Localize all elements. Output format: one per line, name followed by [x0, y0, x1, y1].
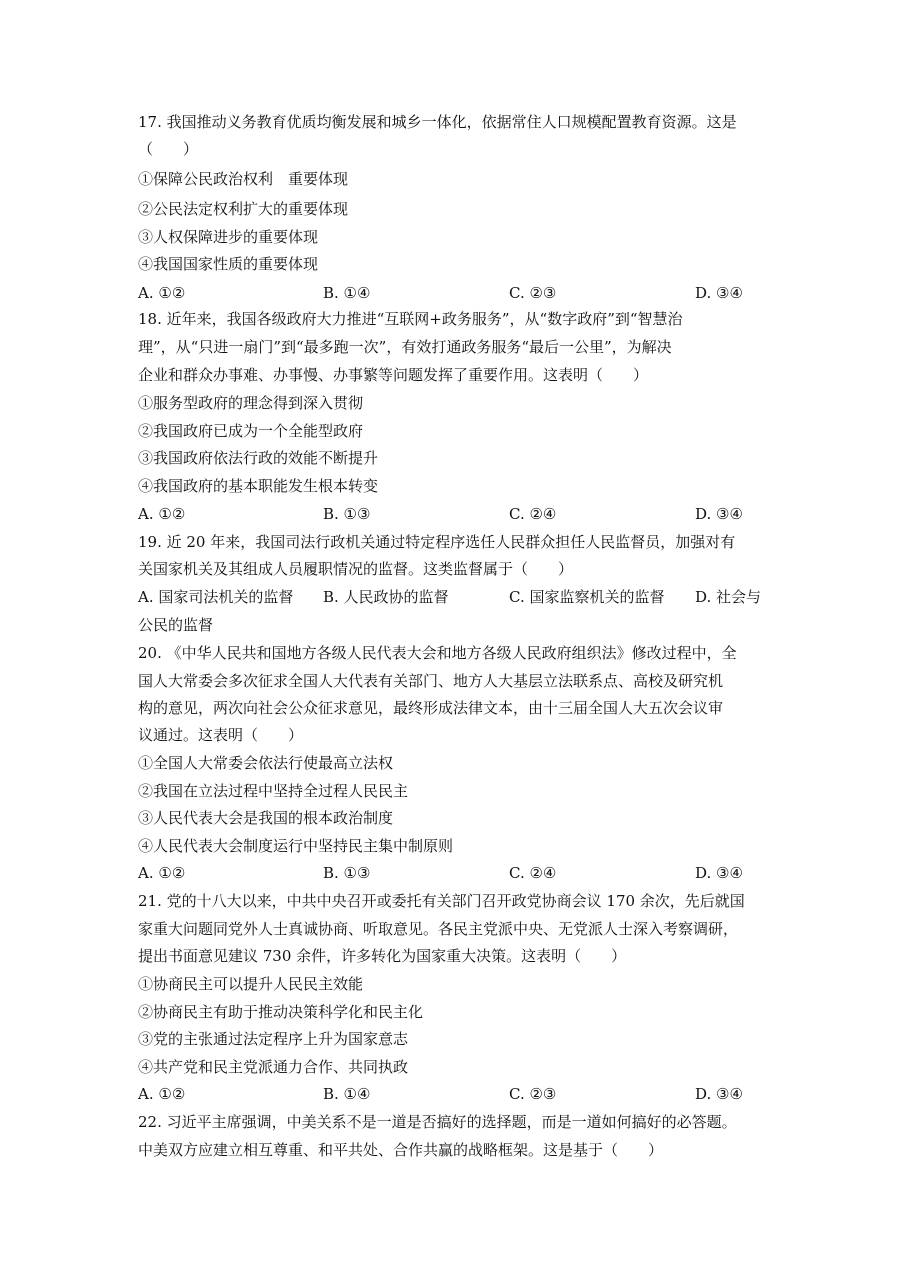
question-stem-line: 构的意见，两次向社会公众征求意见，最终形成法律文本，由十三届全国人大五次会议审: [138, 699, 724, 717]
answer-item: ④人民代表大会制度运行中坚持民主集中制原则: [138, 837, 454, 855]
answer-item: ①保障公民政治权利 重要体现: [138, 170, 349, 188]
choice-b: B. ①③: [323, 864, 371, 882]
answer-item: ②协商民主有助于推动决策科学化和民主化: [138, 1003, 424, 1021]
answer-item: ②我国政府已成为一个全能型政府: [138, 422, 364, 440]
answer-item: ③我国政府依法行政的效能不断提升: [138, 449, 379, 467]
answer-item: ①全国人大常委会依法行使最高立法权: [138, 754, 394, 772]
answer-item: ①服务型政府的理念得到深入贯彻: [138, 394, 364, 412]
choice-a: A. ①②: [138, 1085, 186, 1103]
choice-c: C. ②③: [509, 1085, 557, 1103]
answer-item: ①协商民主可以提升人民民主效能: [138, 975, 364, 993]
choice-c: C. ②④: [509, 864, 557, 882]
question-stem-line: 提出书面意见建议 730 余件，许多转化为国家重大决策。这表明（ ）: [138, 947, 627, 965]
question-stem-line: 21. 党的十八大以来，中共中央召开或委托有关部门召开政党协商会议 170 余次，先后就国: [138, 892, 745, 910]
choice-c: C. 国家监察机关的监督: [509, 588, 665, 606]
question-stem-line: （ ）: [138, 140, 199, 158]
choice-c: C. ②④: [509, 505, 557, 523]
choice-d: D. ③④: [695, 1085, 743, 1103]
question-stem-line: 19. 近 20 年来，我国司法行政机关通过特定程序选任人民群众担任人民监督员，加强对有: [138, 533, 736, 551]
question-stem-line: 中美双方应建立相互尊重、和平共处、合作共赢的战略框架。这是基于（ ）: [138, 1141, 664, 1159]
question-stem-line: 17. 我国推动义务教育优质均衡发展和城乡一体化，依据常住人口规模配置教育资源。这是: [138, 113, 737, 131]
answer-item: ③党的主张通过法定程序上升为国家意志: [138, 1030, 409, 1048]
question-stem-line: 国人大常委会多次征求全国人大代表有关部门、地方人大基层立法联系点、高校及研究机: [138, 672, 724, 690]
answer-item: ④共产党和民主党派通力合作、共同执政: [138, 1058, 409, 1076]
question-stem-line: 18. 近年来，我国各级政府大力推进“互联网+政务服务”，从“数字政府”到“智慧治: [138, 310, 683, 328]
choice-d: D. ③④: [695, 505, 743, 523]
answer-item: ④我国国家性质的重要体现: [138, 255, 319, 273]
choice-b: B. ①④: [323, 284, 371, 302]
choice-a: A. ①②: [138, 505, 186, 523]
answer-item: ③人民代表大会是我国的根本政治制度: [138, 809, 394, 827]
answer-item: ②我国在立法过程中坚持全过程人民民主: [138, 782, 409, 800]
choice-d: D. ③④: [695, 864, 743, 882]
choice-a: A. ①②: [138, 284, 186, 302]
choice-b: B. ①③: [323, 505, 371, 523]
answer-item: ④我国政府的基本职能发生根本转变: [138, 477, 379, 495]
choice-d-continuation: 公民的监督: [138, 616, 214, 634]
question-stem-line: 理”，从“只进一扇门”到“最多跑一次”，有效打通政务服务“最后一公里”，为解决: [138, 338, 672, 356]
question-stem-line: 关国家机关及其组成人员履职情况的监督。这类监督属于（ ）: [138, 560, 574, 578]
choice-a: A. 国家司法机关的监督: [138, 588, 294, 606]
question-stem-line: 22. 习近平主席强调，中美关系不是一道是否搞好的选择题，而是一道如何搞好的必答题。: [138, 1113, 737, 1131]
question-stem-line: 议通过。这表明（ ）: [138, 726, 304, 744]
question-stem-line: 家重大问题同党外人士真诚协商、听取意见。各民主党派中央、无党派人士深入考察调研，: [138, 920, 739, 938]
question-stem-line: 20. 《中华人民共和国地方各级人民代表大会和地方各级人民政府组织法》修改过程中，全: [138, 644, 737, 662]
choice-a: A. ①②: [138, 864, 186, 882]
choice-d: D. 社会与: [695, 588, 762, 606]
answer-item: ②公民法定权利扩大的重要体现: [138, 200, 349, 218]
choice-b: B. ①④: [323, 1085, 371, 1103]
choice-d: D. ③④: [695, 284, 743, 302]
choice-b: B. 人民政协的监督: [323, 588, 449, 606]
answer-item: ③人权保障进步的重要体现: [138, 228, 319, 246]
choice-c: C. ②③: [509, 284, 557, 302]
question-stem-line: 企业和群众办事难、办事慢、办事繁等问题发挥了重要作用。这表明（ ）: [138, 366, 649, 384]
